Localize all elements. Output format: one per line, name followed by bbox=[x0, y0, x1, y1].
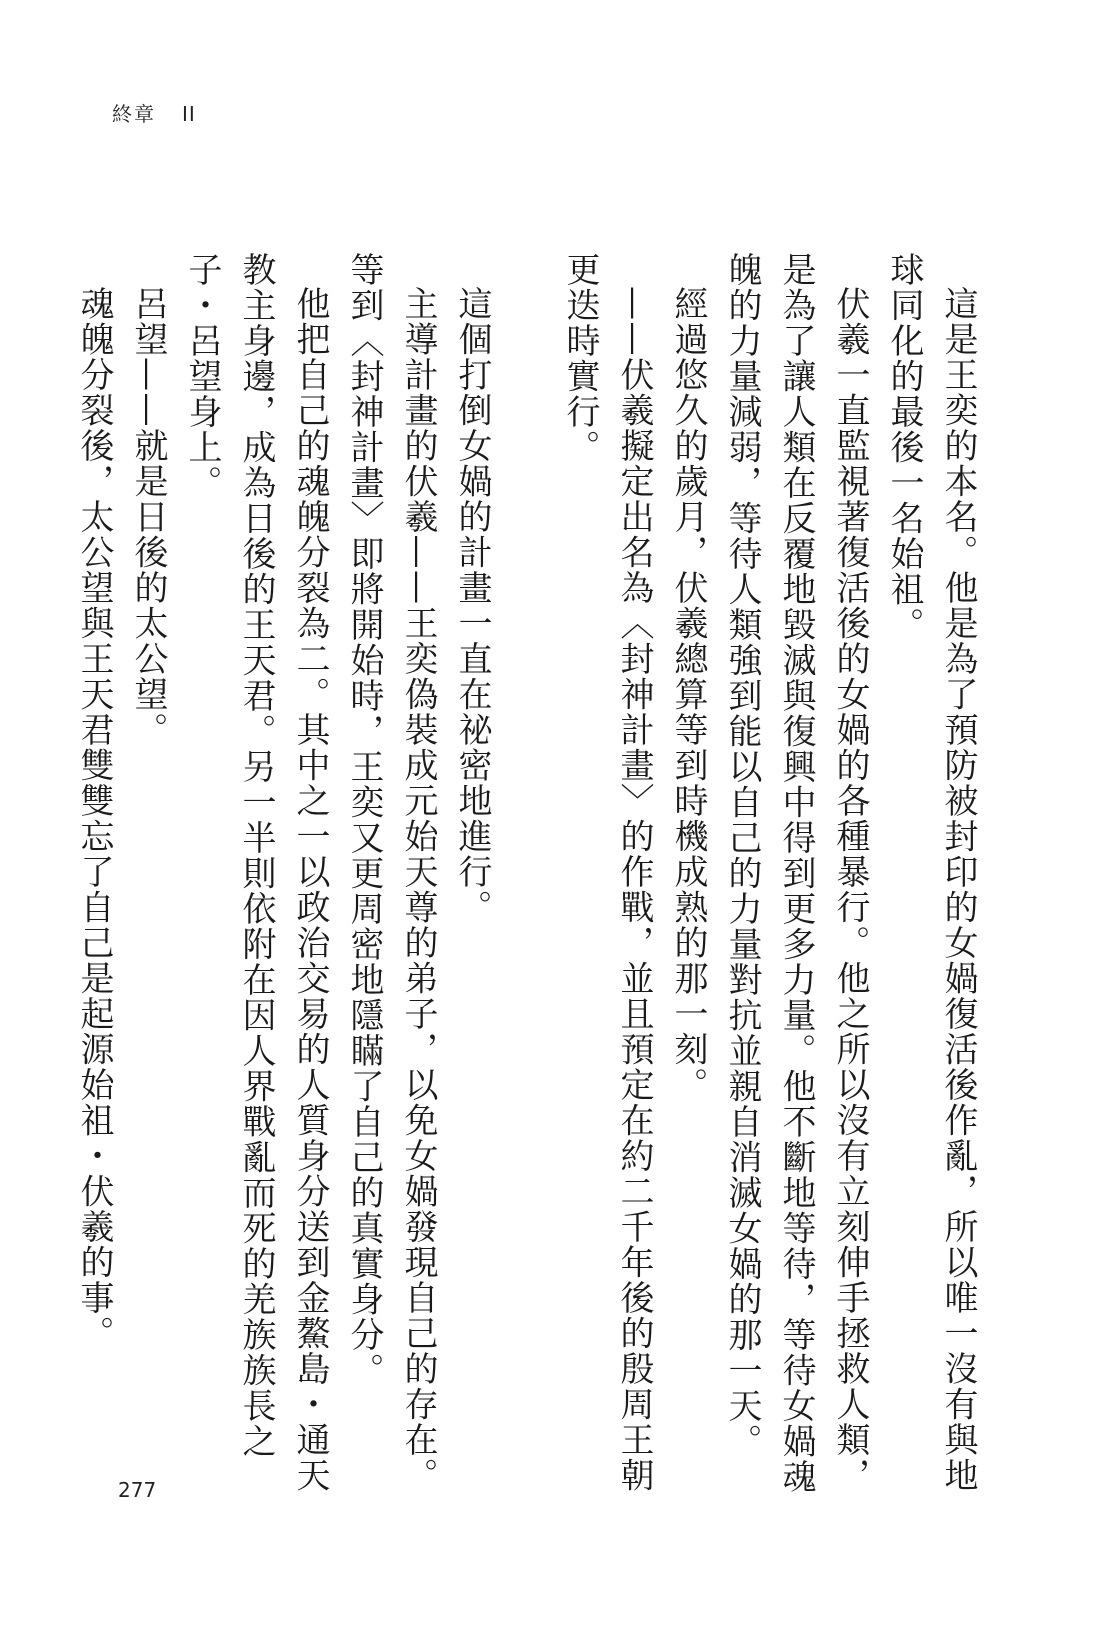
paragraph-6: 主導計畫的伏羲——王奕偽裝成元始天尊的弟子，以免女媧發現自己的存在。等到〈封神計畫〉即將開始時，王奕又更周密地隱瞞了自己的真實身分。 bbox=[344, 252, 438, 1493]
chapter-title: 終章 bbox=[112, 102, 156, 126]
paragraph-2: 伏羲一直監視著復活後的女媧的各種暴行。他之所以沒有立刻伸手拯救人類，是為了讓人類在反覆地毀滅與復興中得到更多力量。他不斷地等待，等待女媧魂魄的力量減弱，等待人類強到能以自己的力量對抗並親自消滅女媧的那一天。 bbox=[722, 252, 870, 1495]
paragraph-9: 魂魄分裂後，太公望與王天君雙雙忘了自己是起源始祖・伏羲的事。 bbox=[74, 286, 114, 1351]
paragraph-5: 這個打倒女媧的計畫一直在祕密地進行。 bbox=[452, 286, 492, 925]
paragraph-4: ——伏羲擬定出名為〈封神計畫〉的作戰，並且預定在約二千年後的殷周王朝更迭時實行。 bbox=[560, 252, 654, 1493]
running-head bbox=[112, 98, 196, 127]
paragraph-3: 經過悠久的歲月，伏羲總算等到時機成熟的那一刻。 bbox=[668, 286, 708, 1103]
paragraph-1: 這是王奕的本名。他是為了預防被封印的女媧復活後作亂，所以唯一沒有與地球同化的最後一名始祖。 bbox=[884, 252, 978, 1493]
chapter-number: II bbox=[182, 102, 196, 126]
paragraph-8: 呂望——就是日後的太公望。 bbox=[128, 286, 168, 748]
paragraph-7: 他把自己的魂魄分裂為二。其中之一以政治交易的人質身分送到金鰲島・通天教主身邊，成為日後的王天君。另一半則依附在因人界戰亂而死的羌族族長之子・呂望身上。 bbox=[182, 252, 330, 1493]
vertical-text-body bbox=[74, 252, 985, 1512]
page-number: 277 bbox=[118, 1478, 157, 1502]
